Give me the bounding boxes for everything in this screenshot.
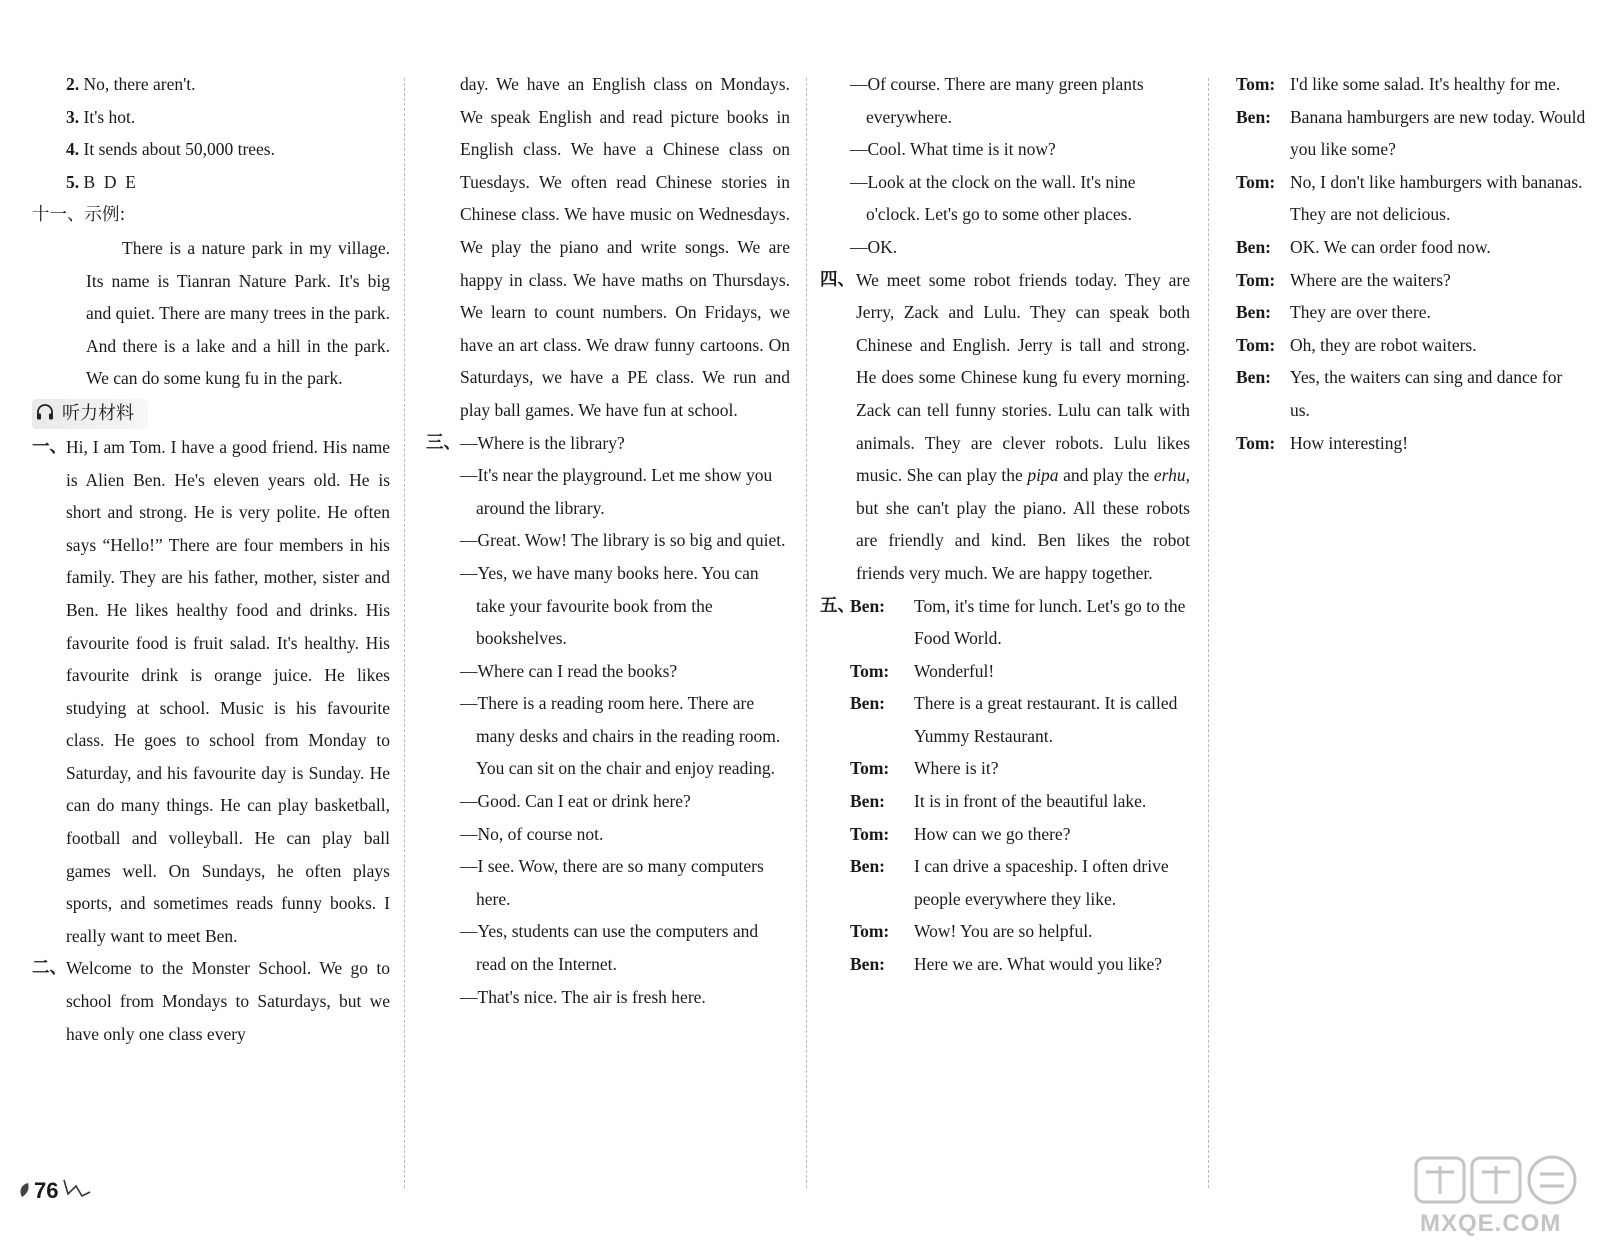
dialogue-line: —Great. Wow! The library is so big and quiet. — [460, 530, 786, 551]
dialogue-line: Ben: Here we are. What would you like? — [850, 954, 1162, 975]
dialogue-line: —It's near the playground. Let me show you around the library. — [460, 465, 773, 518]
listening-material-banner — [32, 399, 148, 429]
section-2-continued: day. We have an English class on Mondays. We speak English and read picture books in English class. We have a Chinese class on Tuesdays. We often read Chinese stories in Chinese class. We have music on Wednesdays. We play the piano and write songs. We are happy in class. We have maths on Thursdays. We learn to count numbers. On Fridays, we have an art class. We draw funny cartoons. On Saturdays, we have a PE class. We run and play ball games. We have fun at school. — [460, 74, 790, 420]
dialogue-line: Ben: It is in front of the beautiful lake. — [850, 791, 1147, 812]
dialogue-line: Ben: Yes, the waiters can sing and dance for us. — [1236, 367, 1563, 420]
dialogue-line: Ben: Banana hamburgers are new today. Would you like some? — [1236, 106, 1586, 160]
dialogue-line: —Of course. There are many green plants everywhere. — [850, 74, 1144, 127]
dialogue-line: Tom: How interesting! — [1236, 432, 1409, 453]
dialogue-line: —Where is the library? — [460, 432, 625, 453]
column-2 — [426, 68, 790, 1013]
dialogue-line: Tom: Where are the waiters? — [1236, 269, 1451, 290]
dialogue-line: —Yes, students can use the computers and read on the Internet. — [460, 921, 759, 975]
listening-section-3: 三、 —Where is the library? —It's near the playground. Let me show you around the library. —Great. Wow! The library is so big and quiet. —Yes, we have many books here. You can take your favourite book from the bookshelves. —Where can I read the books? —There is a reading room here. There are many desks and chairs in the reading room. You can sit on the chair and enjoy reading. —Good. Can I eat or drink here? —No, of course not. —I see. Wow, there are so many computers here. —Yes, students can use the computers and read on the Internet. —That's nice. The air is fresh here. — [430, 427, 790, 1014]
dialogue-line: —Where can I read the books? — [460, 660, 678, 681]
dialogue-line: Ben: OK. We can order food now. — [1236, 236, 1491, 257]
dialogue-line: Ben: There is a great restaurant. It is called Yummy Restaurant. — [850, 693, 1178, 746]
dialogue-line: —Look at the clock on the wall. It's nine o'clock. Let's go to some other places. — [850, 171, 1136, 225]
answer-4: 4. It sends about 50,000 trees. — [66, 139, 275, 160]
dialogue-line: Tom: No, I don't like hamburgers with bananas. They are not delicious. — [1236, 171, 1583, 225]
dialogue-line: Tom: I'd like some salad. It's healthy for me. — [1236, 74, 1561, 94]
dialogue-line: Tom: Oh, they are robot waiters. — [1236, 334, 1477, 355]
dialogue-line: Tom: Wonderful! — [850, 660, 995, 681]
sample-essay: There is a nature park in my village. Its name is Tianran Nature Park. It's big and quiet. There are many trees in the park. And there is a lake and a hill in the park. We can do some kung fu in the park. — [86, 237, 390, 389]
dialogue-line: —Cool. What time is it now? — [850, 139, 1056, 160]
column-1 — [32, 68, 390, 1050]
headphones-icon — [36, 398, 54, 431]
watermark-text: MXQE.COM — [1420, 1210, 1562, 1237]
swoosh-icon — [62, 1176, 92, 1206]
dialogue-line: Ben: I can drive a spaceship. I often drive people everywhere they like. — [850, 856, 1169, 909]
column-3 — [820, 68, 1190, 981]
dialogue-line: Tom: How can we go there? — [850, 823, 1071, 844]
dialogue-line: Ben: Tom, it's time for lunch. Let's go to the Food World. — [850, 595, 1186, 649]
answer-3: 3. It's hot. — [66, 106, 136, 127]
answer-5: 5. B D E — [66, 171, 136, 192]
answer-2: 2. No, there aren't. — [66, 74, 196, 94]
dialogue-line: —Yes, we have many books here. You can take your favourite book from the bookshelves. — [460, 562, 759, 649]
listening-section-4: 四、 We meet some robot friends today. They are Jerry, Zack and Lulu. They can speak both Chinese and English. Jerry is tall and strong. He does some Chinese kung fu every morning. Zack can tell funny stories. Lulu can talk with animals. They are clever robots. Lulu likes music. She can play the pipa and play the erhu, but she can't play the piano. All these robots are friendly and kind. Ben likes the robot friends very much. We are happy together. — [820, 269, 1190, 583]
column-4 — [1236, 68, 1586, 459]
dialogue-line: —No, of course not. — [460, 823, 604, 844]
dialogue-line: Tom: Where is it? — [850, 758, 999, 779]
dialogue-line: Ben: They are over there. — [1236, 302, 1431, 323]
column-divider — [404, 78, 405, 1188]
dialogue-line: —Good. Can I eat or drink here? — [460, 791, 691, 812]
answer-seal-icon — [1412, 1154, 1582, 1240]
listening-section-5: 五、 Ben: Tom, it's time for lunch. Let's go to the Food World. Tom: Wonderful! Ben: There is a great restaurant. It is called Yummy Restaurant. Tom: Where is it? Ben: It is in front of the beautiful lake. Tom: How can we go there? Ben: I can drive a spaceship. I often drive people everywhere they like. Tom: Wow! You are so helpful. Ben: Here we are. What would you like? — [826, 590, 1190, 981]
dialogue-line: —There is a reading room here. There are many desks and chairs in the reading room. You can sit on the chair and enjoy reading. — [460, 693, 781, 779]
listening-section-1: 一、 Hi, I am Tom. I have a good friend. His name is Alien Ben. He's eleven years old. He is short and strong. He is very polite. He often says “Hello!” There are four members in his family. They are his father, mother, sister and Ben. He likes healthy food and drinks. His favourite food is fruit salad. It's healthy. His favourite drink is orange juice. He likes studying at school. Music is his favourite class. He goes to school from Monday to Saturday, and his favourite day is Sunday. He can do many things. He can play basketball, football and volleyball. He can play ball games well. On Sundays, he often plays sports, and sometimes reads funny books. I really want to meet Ben. — [32, 436, 390, 946]
column-divider — [806, 78, 807, 1188]
dialogue-line: —That's nice. The air is fresh here. — [460, 986, 706, 1007]
section-3-continued — [826, 68, 1190, 264]
dialogue-line: —OK. — [850, 236, 898, 257]
section-11-heading: 十一、示例: — [32, 205, 126, 226]
listening-section-2: 二、 Welcome to the Monster School. We go to school from Mondays to Saturdays, but we have only one class every — [32, 958, 390, 1044]
dialogue-line: —I see. Wow, there are so many computers here. — [460, 856, 764, 909]
listening-material-title: 听力材料 — [62, 402, 134, 424]
dialogue-line: Tom: Wow! You are so helpful. — [850, 921, 1093, 942]
leaf-icon — [18, 1178, 30, 1204]
column-divider — [1208, 78, 1209, 1188]
page-number: 76 — [18, 1176, 92, 1206]
